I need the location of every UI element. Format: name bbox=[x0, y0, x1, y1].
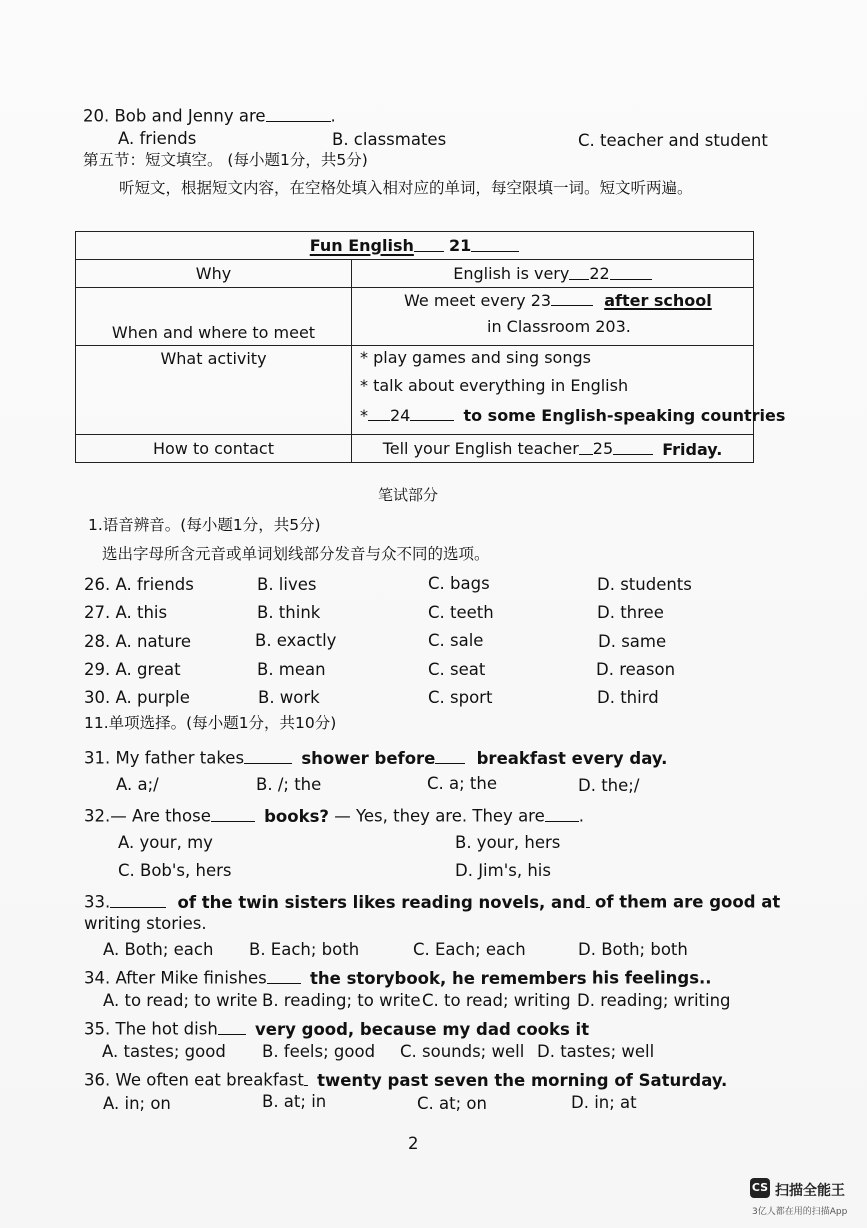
phonics-30-d: D. third bbox=[597, 688, 659, 707]
q20-option-a: A. friends bbox=[118, 129, 197, 148]
phonics-30-b: B. work bbox=[258, 688, 320, 707]
phonics-26-d: D. students bbox=[597, 575, 692, 594]
q31-stem: 31. My father takes shower before breakfast every day. bbox=[84, 748, 668, 768]
q36-option-d: D. in; at bbox=[571, 1093, 637, 1112]
row-why-value: English is very 22 bbox=[352, 260, 754, 288]
row-meet-value: We meet every 23 after school in Classroom 203. bbox=[352, 288, 754, 346]
row-activity-label: What activity bbox=[76, 346, 352, 435]
q32-option-a: A. your, my bbox=[118, 833, 213, 852]
row-meet-label: When and where to meet bbox=[76, 288, 352, 346]
section5-instruction: 听短文，根据短文内容，在空格处填入相对应的单词，每空限填一词。短文听两遍。 bbox=[119, 179, 693, 197]
q33-option-d: D. Both; both bbox=[578, 940, 688, 959]
q33-option-b: B. Each; both bbox=[249, 940, 360, 959]
watermark-name: 扫描全能王 bbox=[775, 1183, 845, 1199]
section5-title: 第五节：短文填空。 (每小题1分，共5分) bbox=[83, 151, 368, 169]
watermark-subtitle: 3亿人都在用的扫描App bbox=[752, 1207, 848, 1217]
page-number: 2 bbox=[408, 1134, 419, 1153]
q33-stem: 33. of the twin sisters likes reading novels, and of them are good at bbox=[84, 892, 781, 912]
phonics-instruction: 选出字母所含元音或单词划线部分发音与众不同的选项。 bbox=[102, 545, 490, 563]
q20-option-b: B. classmates bbox=[332, 130, 447, 149]
q34-option-b: B. reading; to write bbox=[262, 991, 421, 1010]
phonics-row-29: 29. A. great bbox=[84, 660, 181, 679]
phonics-26-b: B. lives bbox=[257, 575, 317, 594]
phonics-29-c: C. seat bbox=[428, 660, 486, 679]
phonics-27-d: D. three bbox=[597, 603, 664, 622]
written-part-title: 笔试部分 bbox=[378, 486, 439, 504]
q36-option-b: B. at; in bbox=[262, 1092, 327, 1111]
phonics-section-title: 1.语音辨音。(每小题1分，共5分) bbox=[88, 516, 321, 534]
row-contact-value: Tell your English teacher 25 Friday. bbox=[352, 435, 754, 463]
q35-option-d: D. tastes; well bbox=[537, 1042, 655, 1061]
q31-option-b: B. /; the bbox=[256, 775, 322, 794]
q35-stem: 35. The hot dish very good, because my dad cooks it bbox=[84, 1019, 590, 1039]
q35-option-b: B. feels; good bbox=[262, 1042, 376, 1061]
phonics-30-c: C. sport bbox=[428, 688, 493, 707]
q34-stem: 34. After Mike finishes the storybook, he remembers his feelings.. bbox=[84, 968, 712, 988]
q32-stem: 32.— Are those books? — Yes, they are. They are . bbox=[84, 806, 584, 826]
q33-option-c: C. Each; each bbox=[413, 940, 526, 959]
q35-option-a: A. tastes; good bbox=[102, 1042, 226, 1061]
phonics-27-b: B. think bbox=[257, 603, 321, 622]
q32-option-b: B. your, hers bbox=[455, 833, 561, 852]
q32-option-d: D. Jim's, his bbox=[455, 861, 551, 880]
q35-option-c: C. sounds; well bbox=[400, 1042, 525, 1061]
phonics-26-c: C. bags bbox=[428, 574, 490, 593]
q36-stem: 36. We often eat breakfast twenty past seven the morning of Saturday. bbox=[84, 1070, 728, 1090]
q20-option-c: C. teacher and student bbox=[578, 131, 768, 150]
q34-option-d: D. reading; writing bbox=[577, 991, 731, 1010]
q31-option-d: D. the;/ bbox=[578, 776, 640, 795]
q34-option-a: A. to read; to write bbox=[103, 991, 258, 1010]
phonics-29-d: D. reason bbox=[596, 660, 676, 679]
phonics-row-27: 27. A. this bbox=[84, 603, 168, 622]
phonics-28-c: C. sale bbox=[428, 631, 484, 650]
phonics-row-28: 28. A. nature bbox=[84, 632, 192, 651]
single-choice-title: 11.单项选择。(每小题1分，共10分) bbox=[84, 714, 337, 732]
q31-option-a: A. a;/ bbox=[116, 775, 159, 794]
q33-option-a: A. Both; each bbox=[103, 940, 214, 959]
phonics-28-d: D. same bbox=[598, 632, 667, 651]
q36-option-a: A. in; on bbox=[103, 1094, 171, 1113]
row-activity-value: * play games and sing songs * talk about everything in English * 24 to some English-speaking countries bbox=[352, 346, 754, 435]
q36-option-c: C. at; on bbox=[417, 1094, 487, 1113]
camscanner-logo-icon: CS bbox=[750, 1178, 770, 1198]
q20-stem: 20. Bob and Jenny are . bbox=[83, 106, 336, 126]
fun-english-table bbox=[75, 231, 786, 463]
phonics-row-30: 30. A. purple bbox=[84, 688, 190, 707]
q33-stem-line2: writing stories. bbox=[84, 914, 207, 933]
phonics-29-b: B. mean bbox=[257, 660, 326, 679]
table-header: Fun English 21 bbox=[76, 232, 754, 260]
q32-option-c: C. Bob's, hers bbox=[118, 861, 232, 880]
phonics-row-26: 26. A. friends bbox=[84, 575, 194, 594]
row-contact-label: How to contact bbox=[76, 435, 352, 463]
row-why-label: Why bbox=[76, 260, 352, 288]
phonics-28-b: B. exactly bbox=[255, 631, 337, 650]
q31-option-c: C. a; the bbox=[427, 774, 498, 793]
phonics-27-c: C. teeth bbox=[428, 603, 494, 622]
q34-option-c: C. to read; writing bbox=[422, 991, 571, 1010]
